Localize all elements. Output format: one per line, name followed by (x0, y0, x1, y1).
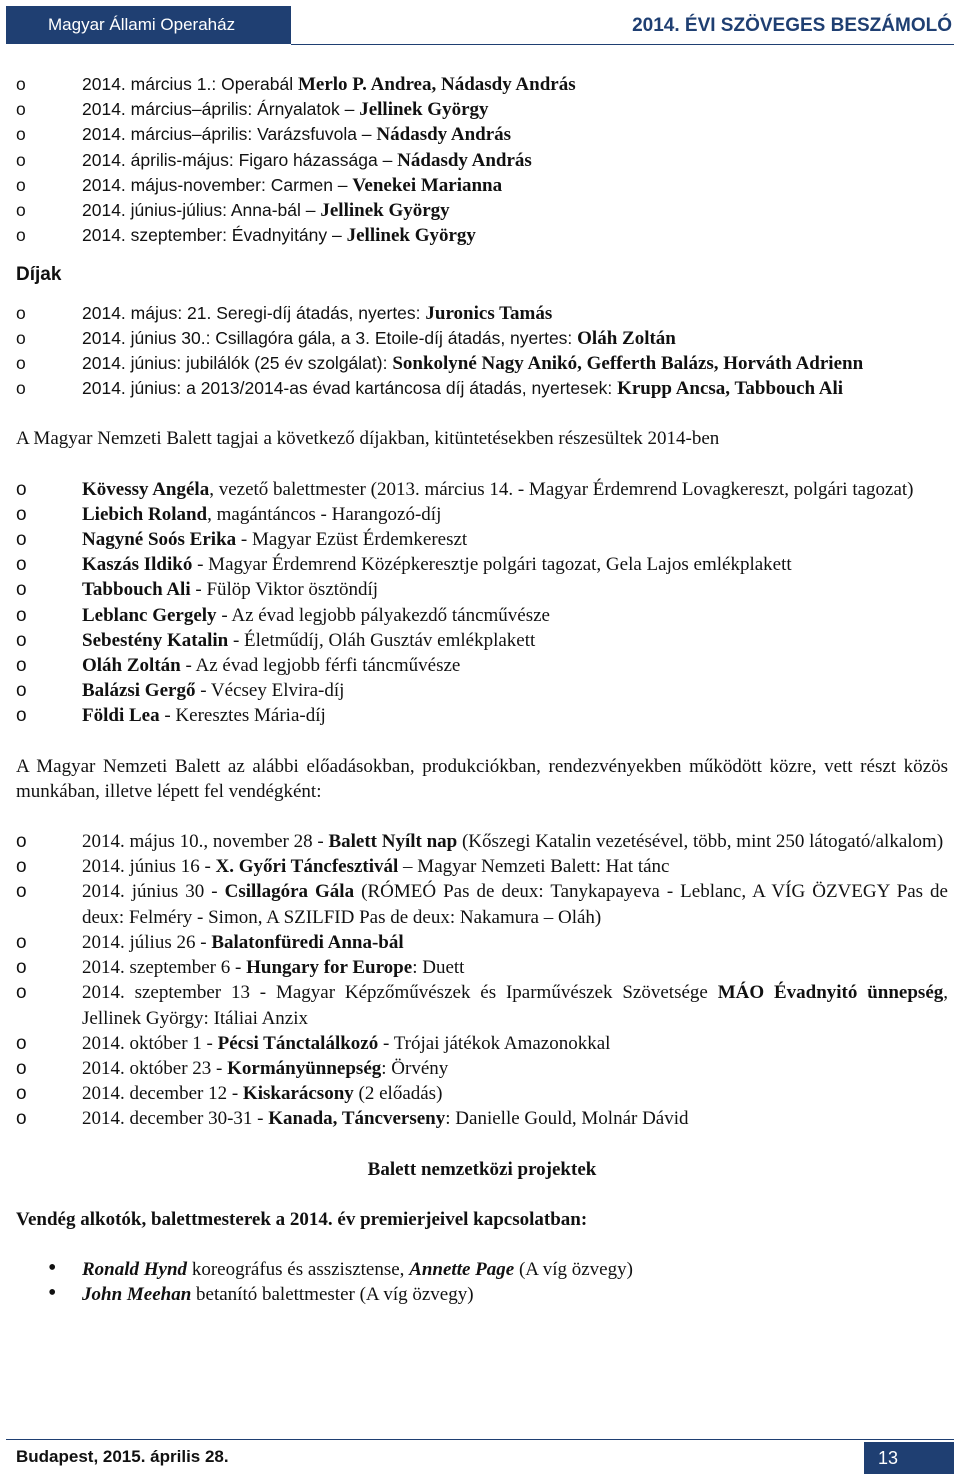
item-text: – Magyar Nemzeti Balett: Hat tánc (398, 856, 670, 878)
list-item (16, 198, 948, 223)
item-bold: Oláh Zoltán (577, 327, 676, 349)
item-text: 2014. június-július: Anna-bál – (82, 200, 321, 221)
list-item (16, 502, 948, 527)
item-bold: Kiskarácsony (242, 1083, 354, 1105)
item-text: 2014. szeptember: Évadnyitány – (82, 225, 347, 246)
item-text: - Fülöp Viktor ösztöndíj (190, 579, 379, 601)
guest-name: John Meehan (82, 1284, 192, 1306)
list-item (16, 173, 948, 198)
item-bold: Hungary for Europe (246, 957, 413, 979)
item-bold: Kanada, Táncverseny (268, 1108, 446, 1130)
guest-name: Annette Page (409, 1258, 515, 1280)
item-text: - Trójai játékok Amazonokkal (378, 1032, 611, 1054)
item-text: koreográfus és asszisztense, (187, 1258, 410, 1280)
item-bold: Sebestény Katalin (82, 629, 229, 651)
list-item (16, 1282, 948, 1307)
item-bold: Balázsi Gergő (82, 680, 196, 702)
item-text: 2014. március 1.: Operabál (82, 74, 298, 94)
list-item (16, 955, 948, 980)
page-header (6, 6, 954, 44)
item-bold: Balett Nyílt nap (328, 831, 458, 853)
collab-intro: A Magyar Nemzeti Balett az alábbi előadásokban, produkciókban, rendezvényekben működött közre, vett részt közös munkában, illetve lépett fel vendégként: (16, 755, 948, 802)
item-text: - Az évad legjobb pályakezdő táncművésze (216, 604, 550, 626)
item-bold: Merlo P. Andrea, Nádasdy András (297, 74, 576, 95)
item-bold: Juronics Tamás (425, 302, 553, 324)
item-text: : Danielle Gould, Molnár Dávid (445, 1108, 689, 1130)
item-text: - Vécsey Elvira-díj (195, 680, 345, 702)
list-item (16, 1081, 948, 1106)
item-bold: Kövessy Angéla (82, 478, 210, 500)
item-bold: Kormányünnepség (227, 1057, 382, 1079)
item-bold: Pécsi Tánctalálkozó (217, 1032, 379, 1054)
list-item (16, 527, 948, 552)
document-body (16, 70, 948, 1307)
item-bold: Venekei Marianna (352, 174, 503, 196)
item-bold: Sonkolyné Nagy Anikó, Gefferth Balázs, Horváth Adrienn (392, 353, 864, 375)
item-bold: X. Győri Táncfesztivál (215, 856, 399, 878)
list-item (16, 122, 948, 147)
header-divider (291, 44, 954, 45)
item-text: 2014. április-május: Figaro házassága – (82, 149, 398, 170)
item-bold: MÁO Évadnyitó ünnepség (717, 982, 944, 1004)
item-text: 2014. október 1 - (82, 1032, 218, 1054)
list-item (16, 829, 948, 854)
item-text: (Kőszegi Katalin vezetésével, több, mint 250 látogató/alkalom) (457, 831, 944, 853)
item-bold: Csillagóra Gála (224, 881, 355, 903)
item-bold: Nádasdy András (397, 149, 532, 171)
list-item (16, 1106, 948, 1131)
item-bold: Liebich Roland (82, 503, 208, 525)
item-bold: Krupp Ancsa, Tabbouch Ali (617, 378, 844, 400)
list-item (16, 703, 948, 728)
item-bold: Leblanc Gergely (82, 604, 217, 626)
list-item (16, 879, 948, 929)
item-bold: Nagyné Soós Erika (82, 529, 237, 551)
header-report-title: 2014. ÉVI SZÖVEGES BESZÁMOLÓ (632, 15, 952, 36)
item-text: 2014. június: a 2013/2014-as évad kartáncosa díj átadás, nyertesek: (82, 378, 618, 399)
item-bold: Tabbouch Ali (82, 579, 191, 601)
item-text: 2014. december 12 - (82, 1083, 243, 1105)
item-text: 2014. június 16 - (82, 856, 216, 878)
list-item (16, 1257, 948, 1282)
list-item (16, 678, 948, 703)
item-text: - Magyar Érdemrend Középkeresztje polgári tagozat, Gela Lajos emlékplakett (192, 554, 792, 576)
item-bold: Nádasdy András (376, 124, 512, 146)
item-text: betanító balettmester (A víg özvegy) (191, 1284, 474, 1306)
collab-list (16, 829, 948, 1131)
item-text: 2014. június 30 - (82, 881, 225, 903)
item-text: 2014. május: 21. Seregi-díj átadás, nyertes: (82, 302, 426, 323)
list-item (16, 930, 948, 955)
page-number: 13 (864, 1442, 954, 1474)
item-text: (RÓMEÓ Pas de deux: Tanykapayeva - Leblanc, A VÍG ÖZVEGY Pas de deux: Felméry - Simon, A SZILFID Pas de deux: Nakamura – Oláh) (82, 881, 948, 928)
item-text: 2014. december 30-31 - (82, 1108, 269, 1130)
list-item (16, 653, 948, 678)
item-text: 2014. szeptember 13 - Magyar Képzőművészek és Iparművészek Szövetsége (82, 982, 718, 1004)
awards-list (16, 301, 948, 402)
item-bold: Földi Lea (82, 705, 160, 727)
intl-projects-heading: Balett nemzetközi projektek (367, 1158, 597, 1180)
premiere-list (16, 72, 948, 248)
members-intro: A Magyar Nemzeti Balett tagjai a következő díjakban, kitüntetésekben részesültek 2014-ben (16, 428, 720, 450)
list-item (16, 477, 948, 502)
item-text: 2014. június 30.: Csillagóra gála, a 3. Etoile-díj átadás, nyertes: (82, 327, 578, 348)
list-item (16, 72, 948, 97)
item-bold: Jellinek György (346, 225, 476, 247)
list-item (16, 577, 948, 602)
item-text: - Életműdíj, Oláh Gusztáv emlékplakett (228, 629, 536, 651)
item-text: (2 előadás) (353, 1083, 443, 1105)
list-item (16, 351, 948, 376)
list-item (16, 628, 948, 653)
guest-name: Ronald Hynd (82, 1258, 188, 1280)
item-text: , vezető balettmester (2013. március 14. - Magyar Érdemrend Lovagkereszt, polgári tagozat) (209, 478, 914, 500)
list-item (16, 97, 948, 122)
list-item (16, 376, 948, 401)
members-awards-list (16, 477, 948, 729)
item-text: 2014. július 26 - (82, 931, 212, 953)
footer-date: Budapest, 2015. április 28. (16, 1447, 229, 1466)
item-bold: Oláh Zoltán (82, 655, 181, 677)
list-item (16, 1056, 948, 1081)
item-text: 2014. szeptember 6 - (82, 957, 247, 979)
list-item (16, 603, 948, 628)
item-text: - Magyar Ezüst Érdemkereszt (236, 529, 468, 551)
item-text: - Az évad legjobb férfi táncművésze (180, 655, 461, 677)
item-text: (A víg özvegy) (514, 1258, 633, 1280)
awards-heading: Díjak (16, 264, 62, 286)
guest-list (16, 1257, 948, 1307)
list-item (16, 552, 948, 577)
item-text: 2014. május-november: Carmen – (82, 174, 353, 195)
item-text: 2014. március–április: Árnyalatok – (82, 99, 360, 120)
item-text: 2014. június: jubilálók (25 év szolgálat): (82, 353, 393, 374)
item-bold: Kaszás Ildikó (82, 554, 193, 576)
item-text: 2014. október 23 - (82, 1057, 228, 1079)
item-text: : Duett (412, 957, 465, 979)
list-item (16, 1031, 948, 1056)
guest-heading: Vendég alkotók, balettmesterek a 2014. év premierjeivel kapcsolatban: (16, 1208, 588, 1230)
item-text: 2014. március–április: Varázsfuvola – (82, 124, 377, 145)
item-bold: Jellinek György (359, 99, 489, 121)
header-org-name: Magyar Állami Operaház (6, 6, 291, 44)
list-item (16, 223, 948, 248)
footer-divider (6, 1439, 954, 1440)
item-text: , magántáncos - Harangozó-díj (207, 503, 442, 525)
item-text: - Keresztes Mária-díj (159, 705, 326, 727)
list-item (16, 148, 948, 173)
item-text: 2014. május 10., november 28 - (82, 831, 329, 853)
list-item (16, 301, 948, 326)
item-text: : Örvény (381, 1057, 449, 1079)
list-item (16, 854, 948, 879)
list-item (16, 980, 948, 1030)
item-text: , Jellinek György: Itáliai Anzix (82, 982, 948, 1029)
item-bold: Jellinek György (320, 200, 450, 222)
list-item (16, 326, 948, 351)
item-bold: Balatonfüredi Anna-bál (211, 931, 404, 953)
